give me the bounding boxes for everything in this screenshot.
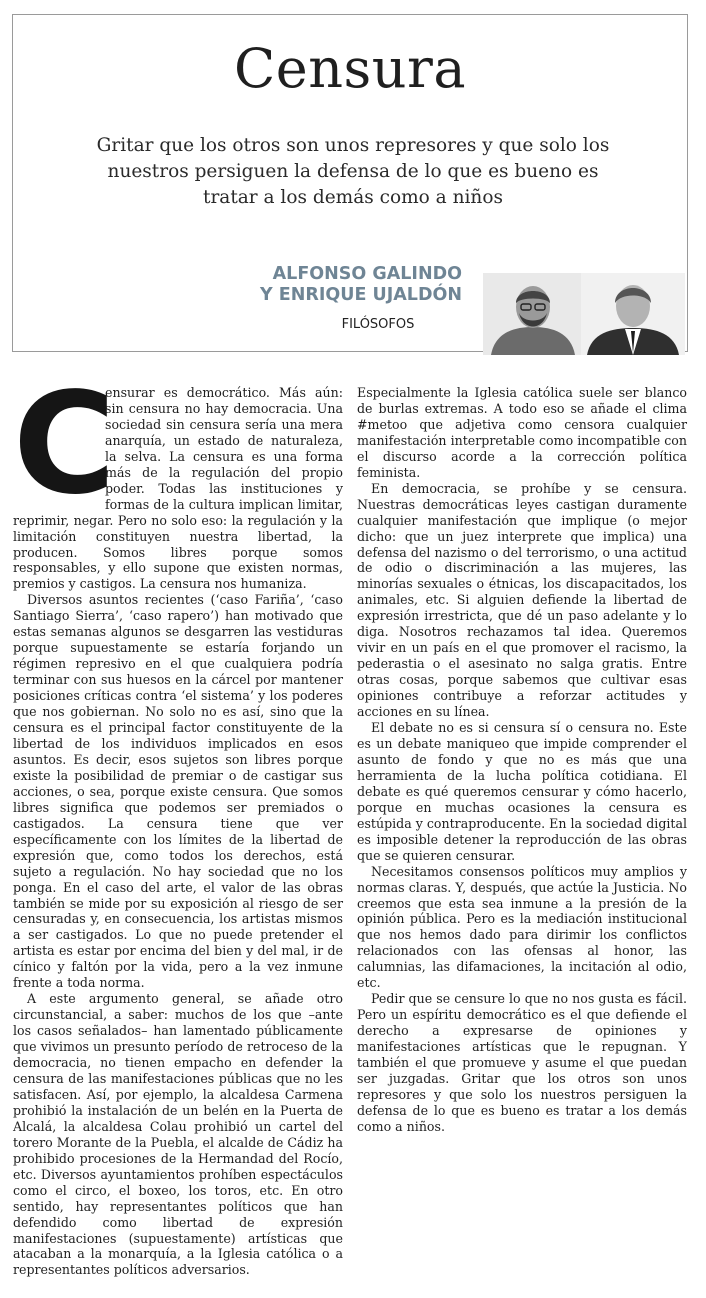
author-names: ALFONSO GALINDO Y ENRIQUE UJALDÓN <box>260 264 462 305</box>
drop-cap: C <box>13 363 116 526</box>
paragraph: Pedir que se censure lo que no nos gusta es fácil. Pero un espíritu democrático es el que defiende el derecho a expresarse de opiniones y manifestaciones artísticas que le repugnan. Y también el que promueve y asume el que puedan ser juzgadas. Gritar que los otros son unos represores y que solo los nuestros persiguen la defensa de lo que es bueno es tratar a los demás como a niños. <box>357 991 687 1134</box>
article-title: Censura <box>233 37 467 100</box>
article-header <box>12 14 688 352</box>
paragraph: Necesitamos consensos políticos muy amplios y normas claras. Y, después, que actúe la Justicia. No creemos que esta sea inmune a la presión de la opinión pública. Pero es la mediación institucional que nos hemos dado para dirimir los conflictos relacionados con las ofensas al honor, las calumnias, las difamaciones, la incitación al odio, etc. <box>357 863 687 991</box>
paragraph: ensurar es democrático. Más aún: sin censura no hay democracia. Una sociedad sin censura sería una mera anarquía, un estado de naturaleza, la selva. La censura es una forma más de la regulación del propio poder. Todas las instituciones y formas de la cultura implican limitar, reprimir, negar. Pero no solo eso: la regulación y la limitación constituyen nuestra libertad, la producen. Somos libres porque somos responsables, y ello supone que existen normas, premios y castigos. La censura nos humaniza. <box>13 385 343 592</box>
paragraph: El debate no es si censura sí o censura no. Este es un debate maniqueo que impide comprender el asunto de fondo y que no es más que una herramienta de la lucha política cotidiana. El debate es qué queremos censurar y cómo hacerlo, porque en muchas ocasiones la censura es estúpida y contraproducente. En la sociedad digital es imposible detener la reproducción de las obras que se quieren censurar. <box>357 720 688 863</box>
paragraph: En democracia, se prohíbe y se censura. Nuestras democráticas leyes castigan duramente cualquier manifestación que implique (o mejor dicho: que un juez interprete que implica) una defensa del nazismo o del terrorismo, o una actitud de odio o discriminación a las mujeres, las minorías sexuales o étnicas, los discapacitados, los animales, etc. Si alguien defiende la libertad de expresión irrestricta, que dé un paso adelante y lo diga. Nosotros rechazamos tal idea. Queremos vivir en un país en el que promover el racismo, la pederastia o el asesinato no salga gratis. Entre otras cosas, porque sabemos que cultivar esas opiniones contribuye a reforzar actitudes y acciones en su línea. <box>357 480 687 720</box>
paragraph: A este argumento general, se añade otro circunstancial, a saber: muchos de los que –ante los casos señalados– han lamentado públicamente que vivimos un presunto período de retroceso de la democracia, no tienen empacho en defender la censura de las manifestaciones públicas que no les satisfacen. Así, por ejemplo, la alcaldesa Carmena prohibió la instalación de un belén en la Puerta de Alcalá, la alcaldesa Colau prohibió un cartel del torero Morante de la Puebla, el alcalde de Cádiz ha prohibido procesiones de la Hermandad del Rocío, etc. Diversos ayuntamientos prohíben espectáculos como el circo, el boxeo, los toros, etc. En otro sentido, hay representantes políticos que han defendido como libertad de expresión manifestaciones (supuestamente) artísticas que atacaban a la monarquía, a la Iglesia católica o a representantes políticos adversarios. <box>13 991 343 1278</box>
author-photo-2 <box>581 273 685 355</box>
paragraph-continuation: Especialmente la Iglesia católica suele ser blanco de burlas extremas. A todo eso se añade el clima #metoo que adjetiva como censora cualquier manifestación interpretable como incompatible con el discurso acorde a la corrección política feminista. <box>357 385 687 480</box>
article-subtitle: Gritar que los otros son unos represores y que solo los nuestros persiguen la defensa de lo que es bueno es tratar a los demás como a niños <box>96 135 610 208</box>
author-photo-1 <box>483 273 583 355</box>
article-column-right <box>357 385 687 1135</box>
paragraph: Diversos asuntos recientes (‘caso Fariña’, ‘caso Santiago Sierra’, ‘caso rapero’) han motivado que estas semanas algunos se desgarren las vestiduras porque supuestamente se estaría forjando un régimen represivo en el que cualquiera podría terminar con sus huesos en la cárcel por mantener posiciones críticas contra ‘el sistema’ y los poderes que nos gobiernan. No solo no es así, sino que la censura es el principal factor constituyente de la libertad de los individuos implicados en esos asuntos. Es decir, esos sujetos son libres porque existe la posibilidad de premiar o de castigar sus acciones, o sea, porque existe censura. Que somos libres significa que podemos ser premiados o castigados. La censura tiene que ver específicamente con los límites de la libertad de expresión que, como todos los derechos, está sujeto a regulación. No hay sociedad que no los ponga. En el caso del arte, el valor de las obras también se mide por su exposición al riesgo de ser censuradas y, en consecuencia, los artistas mismos a ser castigados. Lo que no puede pretender el artista es estar por encima del bien y del mal, ir de cínico y faltón por la vida, pero a la vez inmune frente a toda norma. <box>13 592 343 991</box>
author-role: FILÓSOFOS <box>341 317 415 332</box>
article-column-left <box>13 363 343 1278</box>
